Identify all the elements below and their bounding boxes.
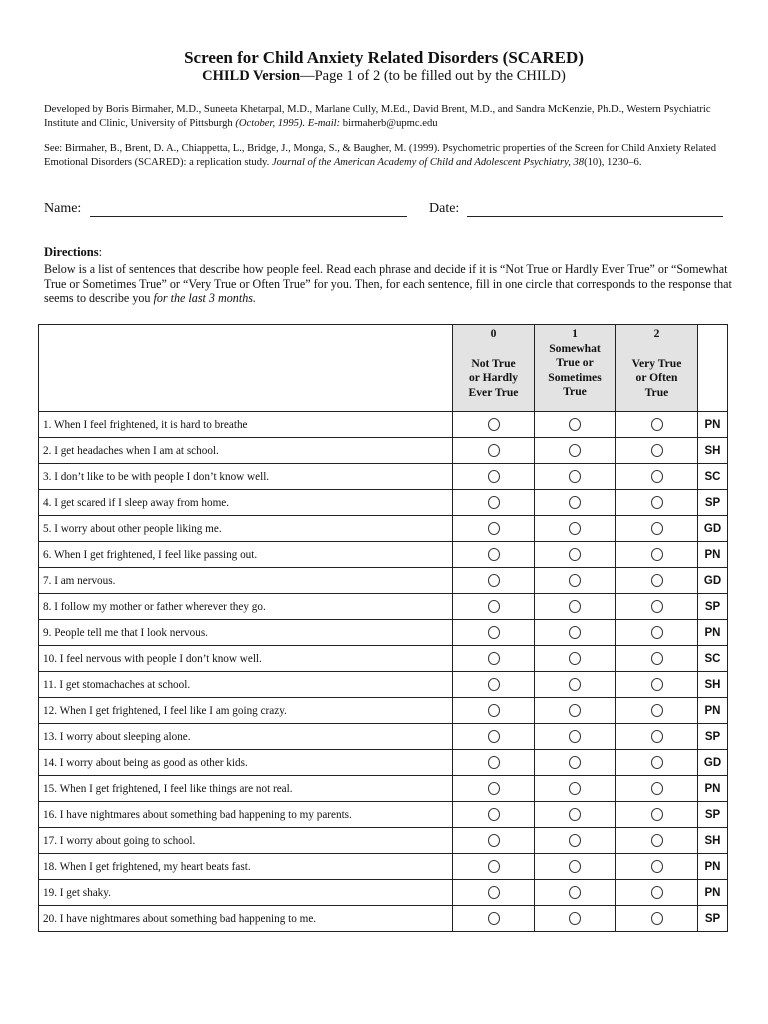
- response-cell: [453, 464, 535, 490]
- item-category-code: PN: [698, 620, 728, 646]
- response-cell: [453, 490, 535, 516]
- response-circle-0[interactable]: [488, 444, 500, 457]
- item-text: 4. I get scared if I sleep away from home.: [39, 490, 453, 516]
- response-circle-0[interactable]: [488, 730, 500, 743]
- response-circle-0[interactable]: [488, 548, 500, 561]
- directions-colon: :: [98, 245, 103, 259]
- response-cell: [535, 750, 616, 776]
- response-circle-0[interactable]: [488, 574, 500, 587]
- response-cell: [535, 672, 616, 698]
- response-circle-2[interactable]: [651, 886, 663, 899]
- response-cell: [453, 776, 535, 802]
- column-label-line: Not True: [471, 356, 516, 370]
- citation-journal: Journal of the American Academy of Child and Adolescent Psychiatry, 38: [271, 157, 585, 168]
- column-label-1: [535, 342, 615, 400]
- table-row: [39, 542, 728, 568]
- response-circle-1[interactable]: [569, 808, 581, 821]
- response-cell: [453, 412, 535, 438]
- column-label-2: [616, 357, 697, 401]
- response-cell: [616, 802, 698, 828]
- response-cell: [453, 594, 535, 620]
- item-category-code: SP: [698, 594, 728, 620]
- response-circle-1[interactable]: [569, 834, 581, 847]
- response-circle-0[interactable]: [488, 496, 500, 509]
- response-circle-2[interactable]: [651, 808, 663, 821]
- response-circle-2[interactable]: [651, 704, 663, 717]
- response-circle-1[interactable]: [569, 444, 581, 457]
- table-row: [39, 646, 728, 672]
- response-cell: [535, 542, 616, 568]
- response-cell: [535, 724, 616, 750]
- response-circle-0[interactable]: [488, 782, 500, 795]
- response-cell: [535, 828, 616, 854]
- response-circle-1[interactable]: [569, 886, 581, 899]
- response-cell: [453, 672, 535, 698]
- citation-pages: (10), 1230–6.: [584, 157, 642, 168]
- response-circle-2[interactable]: [651, 756, 663, 769]
- response-circle-0[interactable]: [488, 600, 500, 613]
- column-label-line: Sometimes: [548, 370, 602, 384]
- response-cell: [535, 776, 616, 802]
- response-cell: [616, 620, 698, 646]
- column-header-0: [453, 325, 535, 412]
- response-cell: [453, 906, 535, 932]
- response-circle-2[interactable]: [651, 444, 663, 457]
- page-subtitle: [0, 68, 768, 85]
- response-circle-1[interactable]: [569, 496, 581, 509]
- table-row: [39, 594, 728, 620]
- table-row: [39, 906, 728, 932]
- response-cell: [616, 880, 698, 906]
- item-category-code: GD: [698, 516, 728, 542]
- response-circle-1[interactable]: [569, 470, 581, 483]
- date-label: Date:: [429, 201, 460, 216]
- name-label: Name:: [44, 201, 82, 216]
- table-row: [39, 750, 728, 776]
- item-text: 16. I have nightmares about something bad happening to my parents.: [39, 802, 453, 828]
- name-field[interactable]: [90, 216, 407, 217]
- developer-date: (October, 1995). E-mail:: [235, 118, 341, 129]
- item-text: 1. When I feel frightened, it is hard to breathe: [39, 412, 453, 438]
- developer-email: birmaherb@upmc.edu: [340, 118, 438, 129]
- column-header-2: [616, 325, 698, 412]
- response-circle-0[interactable]: [488, 756, 500, 769]
- table-row: [39, 412, 728, 438]
- response-circle-1[interactable]: [569, 678, 581, 691]
- table-row: [39, 724, 728, 750]
- response-cell: [616, 828, 698, 854]
- item-category-code: GD: [698, 750, 728, 776]
- item-text: 5. I worry about other people liking me.: [39, 516, 453, 542]
- developer-credit: [44, 103, 734, 131]
- item-text: 11. I get stomachaches at school.: [39, 672, 453, 698]
- item-category-code: SP: [698, 724, 728, 750]
- column-label-line: or Often: [635, 371, 678, 384]
- response-cell: [535, 906, 616, 932]
- response-cell: [453, 620, 535, 646]
- response-circle-0[interactable]: [488, 834, 500, 847]
- table-row: [39, 698, 728, 724]
- response-cell: [535, 854, 616, 880]
- table-row: [39, 776, 728, 802]
- item-text: 9. People tell me that I look nervous.: [39, 620, 453, 646]
- response-circle-0[interactable]: [488, 522, 500, 535]
- response-circle-2[interactable]: [651, 860, 663, 873]
- response-circle-1[interactable]: [569, 522, 581, 535]
- response-circle-1[interactable]: [569, 652, 581, 665]
- response-circle-0[interactable]: [488, 704, 500, 717]
- response-cell: [616, 776, 698, 802]
- item-category-code: SP: [698, 802, 728, 828]
- directions-heading: [44, 245, 102, 260]
- response-cell: [616, 750, 698, 776]
- response-cell: [535, 568, 616, 594]
- table-row: [39, 490, 728, 516]
- response-circle-2[interactable]: [651, 496, 663, 509]
- column-label-line: Ever True: [468, 385, 519, 399]
- response-cell: [453, 542, 535, 568]
- response-circle-2[interactable]: [651, 782, 663, 795]
- directions-tail: for the last 3 months.: [153, 291, 256, 305]
- item-text: 18. When I get frightened, my heart beats fast.: [39, 854, 453, 880]
- table-row: [39, 802, 728, 828]
- item-text: 17. I worry about going to school.: [39, 828, 453, 854]
- item-category-code: SC: [698, 646, 728, 672]
- response-cell: [535, 490, 616, 516]
- response-circle-1[interactable]: [569, 626, 581, 639]
- response-circle-1[interactable]: [569, 704, 581, 717]
- item-category-code: PN: [698, 698, 728, 724]
- directions-heading-text: Directions: [44, 245, 99, 259]
- response-cell: [535, 438, 616, 464]
- response-circle-1[interactable]: [569, 600, 581, 613]
- response-circle-0[interactable]: [488, 912, 500, 925]
- response-circle-2[interactable]: [651, 470, 663, 483]
- item-category-code: SP: [698, 906, 728, 932]
- table-row: [39, 828, 728, 854]
- response-circle-2[interactable]: [651, 574, 663, 587]
- item-category-code: SH: [698, 672, 728, 698]
- response-circle-2[interactable]: [651, 548, 663, 561]
- column-label-line: True: [563, 385, 587, 398]
- item-category-code: PN: [698, 880, 728, 906]
- header-blank-cell: [39, 325, 453, 412]
- response-cell: [535, 412, 616, 438]
- response-circle-2[interactable]: [651, 678, 663, 691]
- page-title: Screen for Child Anxiety Related Disorders (SCARED): [184, 48, 584, 67]
- item-category-code: SP: [698, 490, 728, 516]
- citation-text: See: Birmaher, B., Brent, D. A., Chiappetta, L., Bridge, J., Monga, S., & Baugher, M. (1999). Psychometric properties of the Screen for Child Anxiety Related Emotional Disorders (SCARED): a replication study.: [44, 143, 717, 168]
- response-cell: [453, 854, 535, 880]
- header-row: [39, 325, 728, 412]
- response-cell: [616, 854, 698, 880]
- response-circle-2[interactable]: [651, 626, 663, 639]
- item-text: 12. When I get frightened, I feel like I am going crazy.: [39, 698, 453, 724]
- response-circle-2[interactable]: [651, 418, 663, 431]
- response-cell: [535, 802, 616, 828]
- column-score-0: 0: [490, 327, 497, 340]
- item-category-code: SC: [698, 464, 728, 490]
- response-circle-0[interactable]: [488, 886, 500, 899]
- column-label-line: True: [644, 385, 669, 399]
- response-cell: [616, 698, 698, 724]
- response-circle-0[interactable]: [488, 808, 500, 821]
- table-row: [39, 438, 728, 464]
- developer-text: Developed by Boris Birmaher, M.D., Suneeta Khetarpal, M.D., Marlane Cully, M.Ed., David Brent, M.D., and Sandra McKenzie, Ph.D., Western Psychiatric Institute and Clinic, University of Pittsburgh: [44, 104, 711, 129]
- header-code-cell: [698, 325, 728, 412]
- table-row: [39, 620, 728, 646]
- response-circle-2[interactable]: [651, 522, 663, 535]
- response-cell: [616, 568, 698, 594]
- column-label-0: [453, 357, 534, 401]
- response-cell: [453, 646, 535, 672]
- item-text: 20. I have nightmares about something bad happening to me.: [39, 906, 453, 932]
- table-row: [39, 880, 728, 906]
- item-text: 10. I feel nervous with people I don’t know well.: [39, 646, 453, 672]
- response-circle-1[interactable]: [569, 756, 581, 769]
- column-header-1: [535, 325, 616, 412]
- response-circle-1[interactable]: [569, 418, 581, 431]
- response-cell: [535, 516, 616, 542]
- item-category-code: PN: [698, 854, 728, 880]
- response-cell: [453, 828, 535, 854]
- item-text: 7. I am nervous.: [39, 568, 453, 594]
- response-circle-0[interactable]: [488, 860, 500, 873]
- response-cell: [535, 880, 616, 906]
- column-label-line: or Hardly: [468, 371, 519, 384]
- column-label-line: Somewhat: [549, 341, 601, 355]
- response-cell: [535, 698, 616, 724]
- response-circle-1[interactable]: [569, 912, 581, 925]
- response-circle-1[interactable]: [569, 574, 581, 587]
- response-circle-0[interactable]: [488, 470, 500, 483]
- response-cell: [535, 464, 616, 490]
- page-indicator: —Page 1 of 2 (to be filled out by the CHILD): [300, 68, 566, 84]
- citation: [44, 142, 734, 170]
- response-circle-2[interactable]: [651, 834, 663, 847]
- response-cell: [616, 464, 698, 490]
- response-cell: [453, 724, 535, 750]
- item-category-code: SH: [698, 438, 728, 464]
- column-label-line: Very True: [631, 356, 682, 370]
- table-row: [39, 516, 728, 542]
- response-cell: [453, 516, 535, 542]
- response-cell: [616, 490, 698, 516]
- response-cell: [616, 516, 698, 542]
- item-text: 14. I worry about being as good as other kids.: [39, 750, 453, 776]
- response-cell: [616, 906, 698, 932]
- item-text: 3. I don’t like to be with people I don’t know well.: [39, 464, 453, 490]
- response-circle-0[interactable]: [488, 418, 500, 431]
- column-label-line: True or: [556, 356, 594, 369]
- item-text: 19. I get shaky.: [39, 880, 453, 906]
- response-cell: [616, 672, 698, 698]
- directions-body: Below is a list of sentences that describe how people feel. Read each phrase and decide if it is “Not True or Hardly Ever True” or “Somewhat True or Sometimes True” or “Very True or Often True” for you. Then, for each sentence, fill in one circle that corresponds to the response that seems to describe you: [44, 262, 732, 305]
- response-cell: [453, 568, 535, 594]
- response-circle-1[interactable]: [569, 730, 581, 743]
- response-circle-0[interactable]: [488, 626, 500, 639]
- response-circle-1[interactable]: [569, 860, 581, 873]
- response-circle-1[interactable]: [569, 548, 581, 561]
- item-text: 8. I follow my mother or father wherever they go.: [39, 594, 453, 620]
- version-label: CHILD Version: [202, 68, 301, 84]
- item-category-code: PN: [698, 412, 728, 438]
- response-cell: [616, 542, 698, 568]
- response-cell: [453, 438, 535, 464]
- item-category-code: SH: [698, 828, 728, 854]
- questionnaire-table: [38, 324, 728, 932]
- item-text: 13. I worry about sleeping alone.: [39, 724, 453, 750]
- response-circle-0[interactable]: [488, 652, 500, 665]
- item-text: 15. When I get frightened, I feel like things are not real.: [39, 776, 453, 802]
- response-cell: [535, 646, 616, 672]
- date-field[interactable]: [467, 216, 723, 217]
- item-category-code: PN: [698, 776, 728, 802]
- response-cell: [616, 646, 698, 672]
- item-text: 6. When I get frightened, I feel like passing out.: [39, 542, 453, 568]
- response-circle-0[interactable]: [488, 678, 500, 691]
- directions-text: [44, 262, 734, 306]
- response-cell: [616, 412, 698, 438]
- response-cell: [616, 724, 698, 750]
- response-cell: [616, 594, 698, 620]
- response-circle-2[interactable]: [651, 912, 663, 925]
- item-category-code: PN: [698, 542, 728, 568]
- response-cell: [453, 880, 535, 906]
- item-text: 2. I get headaches when I am at school.: [39, 438, 453, 464]
- response-cell: [453, 802, 535, 828]
- table-row: [39, 568, 728, 594]
- item-category-code: GD: [698, 568, 728, 594]
- response-circle-2[interactable]: [651, 652, 663, 665]
- table-row: [39, 854, 728, 880]
- response-circle-2[interactable]: [651, 730, 663, 743]
- response-cell: [453, 750, 535, 776]
- column-score-1: 1: [572, 327, 578, 340]
- column-score-2: 2: [653, 327, 660, 340]
- table-row: [39, 464, 728, 490]
- response-cell: [453, 698, 535, 724]
- response-circle-2[interactable]: [651, 600, 663, 613]
- table-row: [39, 672, 728, 698]
- response-cell: [616, 438, 698, 464]
- response-cell: [535, 620, 616, 646]
- response-cell: [535, 594, 616, 620]
- response-circle-1[interactable]: [569, 782, 581, 795]
